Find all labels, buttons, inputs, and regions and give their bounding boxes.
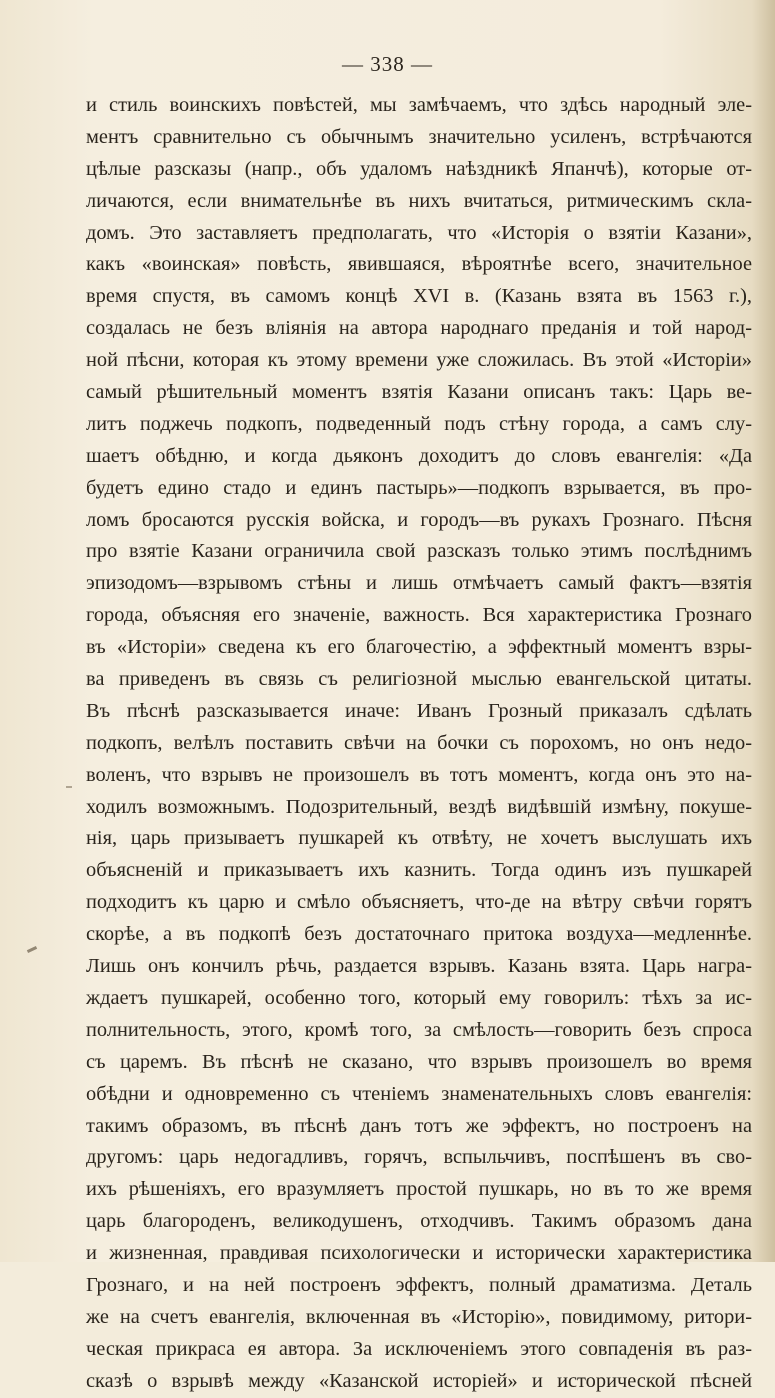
text-line: сказѣ о взрывѣ между «Казанской исторіей» и исторической пѣсней <box>86 1369 752 1392</box>
text-line: такимъ образомъ, въ пѣснѣ данъ тотъ же эффектъ, но построенъ на <box>86 1114 752 1137</box>
text-line: самый рѣшительный моментъ взятія Казани описанъ такъ: Царь ве- <box>86 381 752 404</box>
text-line: ломъ бросаются русскія войска, и городъ—въ рукахъ Грознаго. Пѣсня <box>86 508 752 531</box>
text-line: подходитъ къ царю и смѣло объясняетъ, что-де на вѣтру свѣчи горятъ <box>86 891 752 914</box>
text-line: города, объясняя его значеніе, важность. Вся характеристика Грознаго <box>86 604 752 627</box>
text-line: ментъ сравнительно съ обычнымъ значительно усиленъ, встрѣчаются <box>86 125 752 148</box>
text-line: скорѣе, а въ подкопѣ безъ достаточнаго притока воздуха—медленнѣе. <box>86 923 752 946</box>
text-line: же на счетъ евангелія, включенная въ «Исторію», повидимому, ритори- <box>86 1305 752 1328</box>
text-line: и жизненная, правдивая психологически и исторически характеристика <box>86 1242 752 1265</box>
page-number: — 338 — <box>342 52 433 76</box>
text-line: ной пѣсни, которая къ этому времени уже сложилась. Въ этой «Исторіи» <box>86 349 752 372</box>
text-line: въ «Исторіи» сведена къ его благочестію, а эффектный моментъ взры- <box>86 636 752 659</box>
text-line: Въ пѣснѣ разсказывается иначе: Иванъ Грозный приказалъ сдѣлать <box>86 699 752 722</box>
text-line: Лишь онъ кончилъ рѣчь, раздается взрывъ. Казань взята. Царь награ- <box>86 955 752 978</box>
text-line: воленъ, что взрывъ не произошелъ въ тотъ моментъ, когда онъ это на- <box>86 763 752 786</box>
text-line: про взятіе Казани ограничила свой разсказъ только этимъ послѣднимъ <box>86 540 752 563</box>
text-line: царь благороденъ, великодушенъ, отходчивъ. Такимъ образомъ дана <box>86 1210 752 1233</box>
text-line: шаетъ обѣдню, и когда дьяконъ доходитъ до словъ евангелія: «Да <box>86 444 752 467</box>
text-line: другомъ: царь недогадливъ, горячъ, вспыльчивъ, поспѣшенъ въ сво- <box>86 1146 752 1169</box>
text-line: литъ поджечь подкопъ, подведенный подъ стѣну города, а самъ слу- <box>86 412 752 435</box>
text-line: ческая прикраса ея автора. За исключеніемъ этого совпаденія въ раз- <box>86 1337 752 1360</box>
body-text <box>86 90 752 1398</box>
text-line: Грознаго, и на ней построенъ эффектъ, полный драматизма. Деталь <box>86 1273 752 1296</box>
text-line: объясненій и приказываетъ ихъ казнить. Тогда одинъ изъ пушкарей <box>86 859 752 882</box>
text-line: ходилъ возможнымъ. Подозрительный, вездѣ видѣвшій измѣну, покуше- <box>86 795 752 818</box>
text-line: ихъ рѣшеніяхъ, его вразумляетъ простой пушкарь, но въ то же время <box>86 1178 752 1201</box>
text-line: личаются, если внимательнѣе въ нихъ вчитаться, ритмическимъ скла- <box>86 189 752 212</box>
text-line: нія, царь призываетъ пушкарей къ отвѣту, не хочетъ выслушать ихъ <box>86 827 752 850</box>
text-line: полнительность, этого, кромѣ того, за смѣлость—говорить безъ спроса <box>86 1018 752 1041</box>
text-line: подкопъ, велѣлъ поставить свѣчи на бочки съ порохомъ, но онъ недо- <box>86 731 752 754</box>
text-line: будетъ едино стадо и единъ пастырь»—подкопъ взрывается, въ про- <box>86 476 752 499</box>
ink-mark <box>66 786 72 788</box>
text-line: эпизодомъ—взрывомъ стѣны и лишь отмѣчаетъ самый фактъ—взятія <box>86 572 752 595</box>
text-line: цѣлые разсказы (напр., объ удаломъ наѣздникѣ Япанчѣ), которые от- <box>86 157 752 180</box>
text-line: домъ. Это заставляетъ предполагать, что «Исторія о взятіи Казани», <box>86 221 752 244</box>
text-line: ждаетъ пушкарей, особенно того, который ему говорилъ: тѣхъ за ис- <box>86 986 752 1009</box>
text-line: время спустя, въ самомъ концѣ XVI в. (Казань взята въ 1563 г.), <box>86 285 752 308</box>
text-line: какъ «воинская» повѣсть, явившаяся, вѣроятнѣе всего, значительное <box>86 253 752 276</box>
text-line: и стиль воинскихъ повѣстей, мы замѣчаемъ, что здѣсь народный эле- <box>86 94 752 116</box>
text-line: обѣдни и одновременно съ чтеніемъ знаменательныхъ словъ евангелія: <box>86 1082 752 1105</box>
text-line: создалась не безъ вліянія на автора народнаго преданія и той народ- <box>86 317 752 340</box>
ink-mark <box>27 946 37 953</box>
text-line: съ царемъ. Въ пѣснѣ не сказано, что взрывъ произошелъ во время <box>86 1050 752 1073</box>
text-line: ва приведенъ въ связь съ религіозной мыслью евангельской цитаты. <box>86 668 752 691</box>
